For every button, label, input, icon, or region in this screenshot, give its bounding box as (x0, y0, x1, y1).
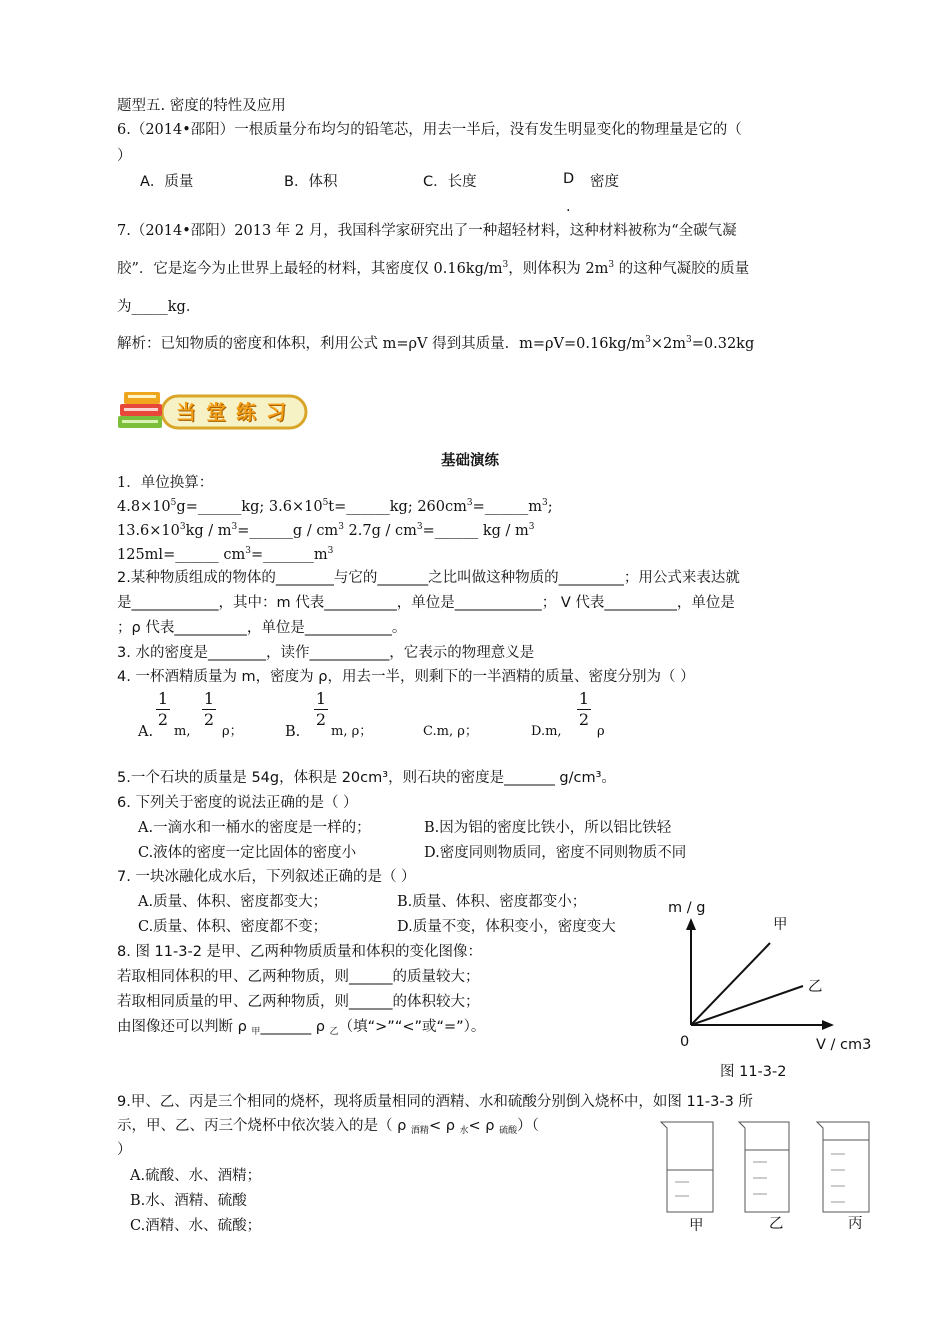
beakers-figure (655, 1116, 885, 1216)
p6-option-a: A.一滴水和一桶水的密度是一样的； (138, 820, 371, 836)
graph-caption: 图 11-3-2 (720, 1064, 787, 1080)
x-axis (691, 1020, 834, 1030)
p2-line3: ；ρ 代表__________，单位是____________。 (117, 620, 407, 636)
p4-option-a-label: A. (138, 724, 154, 740)
p9-option-b: B.水、酒精、硫酸 (130, 1193, 247, 1209)
p4-option-b-fraction: 1 2 (315, 689, 327, 729)
p4-option-d-density: ρ (597, 724, 605, 739)
practice-heading: 基础演练 (441, 453, 499, 469)
y-axis (686, 918, 696, 1025)
p4-option-c: C.m, ρ； (423, 724, 478, 739)
p6-option-b: B.因为铝的密度比铁小，所以铝比铁轻 (424, 820, 672, 836)
p4-stem: 4. 一杯酒精质量为 m，密度为 ρ，用去一半，则剩下的一半酒精的质量、密度分别为（ ） (117, 669, 695, 685)
p1-line3: 125ml=______ $cm^3=\_\_\_\_\_\_\_m^3$ (117, 546, 334, 563)
q6-line1: 6.（2014•邵阳）一根质量分布均匀的铅笔芯，用去一半后，没有发生明显变化的物理量是它的（ (117, 122, 742, 138)
q6-line2: ） (117, 148, 132, 164)
p4-option-a-fraction: 1 2 (157, 689, 169, 729)
q6-option-d-dot: . (566, 199, 571, 215)
q6-option-c: C．长度 (423, 174, 477, 190)
q7-line2: 胶”．它是迄今为止世界上最轻的材料，其密度仅 $0.16kg/m^3$，则体积为 $2m^3$ 的这种气凝胶的质量 (117, 260, 750, 277)
graph-x-label: V / cm3 (816, 1037, 872, 1053)
p1-title: 1．单位换算： (117, 475, 214, 491)
section-title: 题型五. 密度的特性及应用 (117, 98, 286, 114)
p7-option-c: C.质量、体积、密度都不变； (138, 919, 328, 935)
q6-option-a: A．质量 (140, 174, 194, 190)
graph-y-label: m / g (668, 900, 706, 916)
p7-option-d: D.质量不变，体积变小，密度变大 (397, 919, 616, 935)
p6-stem: 6. 下列关于密度的说法正确的是（ ） (117, 795, 358, 811)
p1-line1: $4.8\times 10^5g=\_\_\_\_\_\_kg$; $3.6\times 10^5t=\_\_\_\_\_\_kg$; $260cm^3=\_\_\_\_\_\_m^3$; (117, 498, 553, 515)
p8-line3: 由图像还可以判断 ρ $_甲$_______ ρ $_乙$（填“>”“<”或“=”）。 (117, 1019, 486, 1037)
beaker-label-yi: 乙 (769, 1216, 784, 1232)
p8-stem: 8. 图 11-3-2 是甲、乙两种物质质量和体积的变化图像： (117, 944, 483, 960)
p9-line1: 9.甲、乙、丙是三个相同的烧杯，现将质量相同的酒精、水和硫酸分别倒入烧杯中，如图 11-3-3 所 (117, 1094, 753, 1110)
p9-option-c: C.酒精、水、硫酸； (130, 1218, 262, 1234)
p2-line1: 2.某种物质组成的物体的________与它的_______之比叫做这种物质的_________；用公式来表达就 (117, 570, 740, 586)
p7-stem: 7. 一块冰融化成水后，下列叙述正确的是（ ） (117, 869, 416, 885)
line-yi (691, 986, 803, 1025)
q7-line3: 为_____kg． (117, 299, 201, 315)
p8-line2: 若取相同质量的甲、乙两种物质，则______的体积较大； (117, 994, 480, 1010)
p1-line2: $13.6\times 10^3kg$ / $m^3=\_\_\_\_\_\_g / cm^3$ $2.7g / cm^3=\_\_\_\_\_\_$ kg / $m^3$ (117, 522, 535, 539)
p4-option-b-values: m, ρ； (331, 724, 373, 739)
p9-line3: ） (117, 1142, 132, 1158)
q6-option-b: B．体积 (284, 174, 338, 190)
q6-option-d-letter: D (563, 171, 575, 187)
p4-option-d-label: D.m, (531, 724, 562, 739)
q7-solution: 解析：已知物质的密度和体积，利用公式 m=ρV 得到其质量．$m=\rho V=0.16kg/m^3\times 2m^3=0.32kg$ (117, 335, 755, 352)
p6-option-d: D.密度同则物质同，密度不同则物质不同 (424, 845, 687, 861)
p7-option-b: B.质量、体积、密度都变小； (397, 894, 587, 910)
p3-line: 3. 水的密度是________，读作___________，它表示的物理意义是 (117, 645, 535, 661)
p4-option-d-fraction: 1 2 (578, 689, 590, 729)
banner-label: 当堂练习 (176, 400, 296, 424)
p2-line2: 是____________，其中：m 代表__________，单位是____________； V 代表__________，单位是 (117, 595, 735, 611)
practice-banner (114, 388, 310, 436)
q6-option-d-text: 密度 (590, 174, 619, 190)
p6-option-c: C.液体的密度一定比固体的密度小 (138, 845, 357, 861)
beaker-label-bing: 丙 (848, 1216, 863, 1232)
p4-option-a-density: ρ； (222, 724, 243, 739)
beaker-yi (739, 1122, 789, 1212)
line-jia (691, 943, 770, 1025)
beaker-bing (817, 1122, 869, 1212)
p4-option-a-fraction2: 1 2 (203, 689, 215, 729)
graph-origin: 0 (680, 1034, 690, 1050)
p5-line: 5.一个石块的质量是 54g，体积是 20cm³，则石块的密度是_______ g/cm³。 (117, 770, 616, 786)
graph-label-yi: 乙 (808, 979, 823, 995)
beaker-label-jia: 甲 (689, 1218, 704, 1234)
q7-line1: 7.（2014•邵阳）2013 年 2 月，我国科学家研究出了一种超轻材料，这种材料被称为“全碳气凝 (117, 223, 737, 239)
p7-option-a: A.质量、体积、密度都变大； (138, 894, 328, 910)
p4-option-a-mass: m, (174, 724, 191, 739)
p9-line2: 示，甲、乙、丙三个烧杯中依次装入的是（ ρ $_{酒精}$< ρ $_水$< ρ $_{硫酸}$）（ (117, 1118, 539, 1136)
p8-line1: 若取相同体积的甲、乙两种物质，则______的质量较大； (117, 969, 480, 985)
p4-option-b-label: B. (285, 724, 301, 740)
graph-label-jia: 甲 (773, 917, 788, 933)
beaker-jia (661, 1122, 713, 1212)
p9-option-a: A.硫酸、水、酒精； (130, 1168, 262, 1184)
